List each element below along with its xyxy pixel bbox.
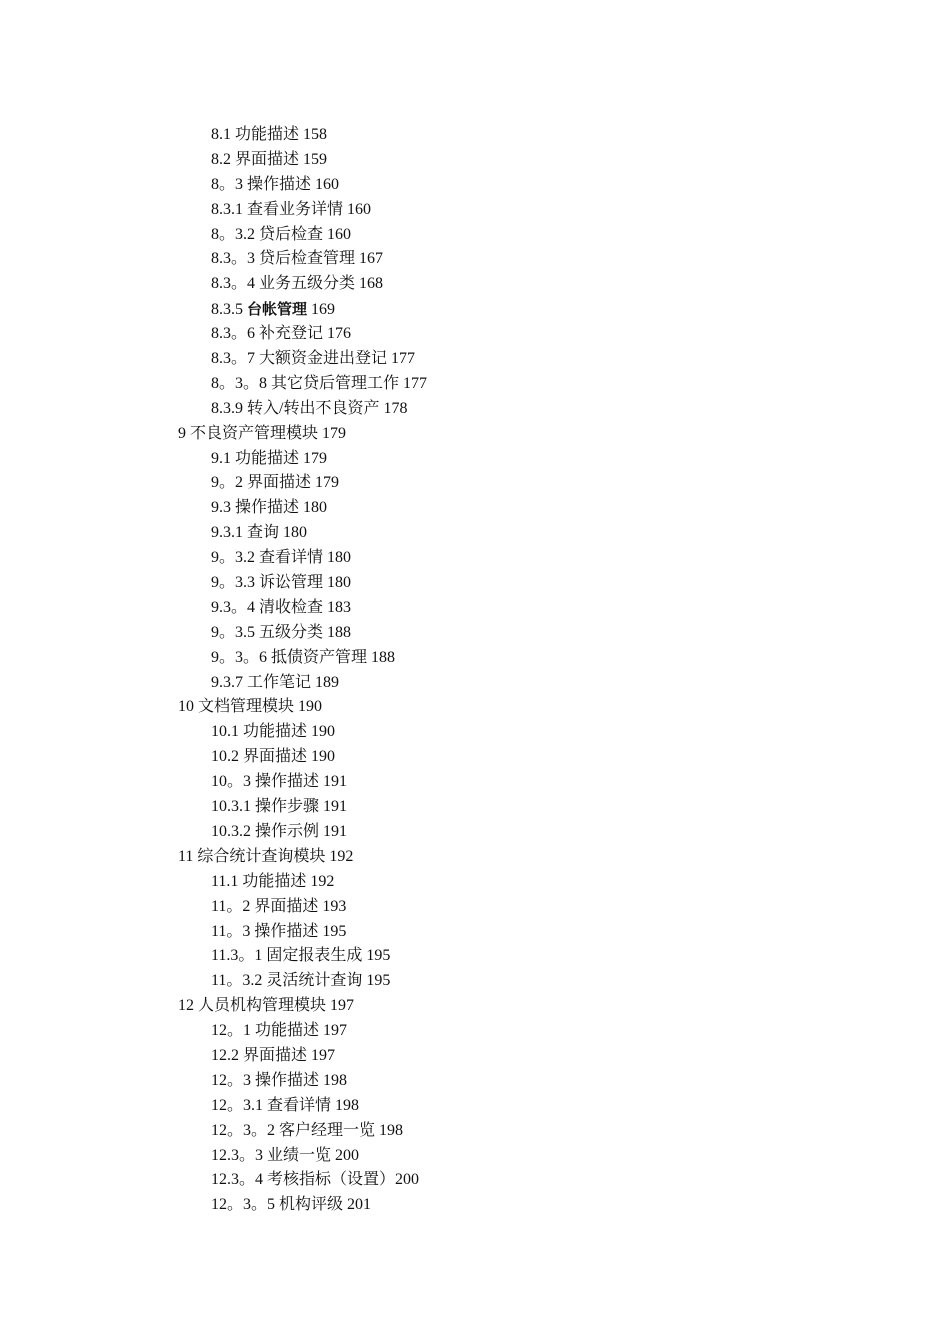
toc-entry-text: 12。3 操作描述 198: [211, 1071, 348, 1089]
toc-chapter-entry: [0, 695, 950, 720]
toc-entry-text: 12.2 界面描述 197: [211, 1046, 336, 1064]
toc-section-entry: [0, 123, 950, 148]
toc-entry-text: 9.3 操作描述 180: [211, 499, 328, 517]
toc-section-entry: [0, 496, 950, 521]
toc-section-entry: [0, 1168, 950, 1193]
toc-entry-text: 10.3.2 操作示例 191: [211, 822, 348, 840]
toc-section-entry: [0, 397, 950, 422]
toc-entry-text: 8。3 操作描述 160: [211, 175, 340, 193]
toc-section-entry: [0, 148, 950, 173]
toc-entry-text: 8.3.1 查看业务详情 160: [211, 200, 372, 218]
toc-entry-page-number: 169: [307, 301, 336, 319]
toc-section-entry: [0, 247, 950, 272]
toc-entry-text: 9。3.5 五级分类 188: [211, 623, 352, 641]
toc-entry-text: 8.3。6 补充登记 176: [211, 325, 352, 343]
toc-entry-text: 10。3 操作描述 191: [211, 773, 348, 791]
toc-section-entry: [0, 795, 950, 820]
toc-entry-text: 9.1 功能描述 179: [211, 449, 328, 467]
toc-entry-text: 10.1 功能描述 190: [211, 723, 336, 741]
table-of-contents: [0, 123, 950, 1218]
toc-entry-text: 12。3。2 客户经理一览 198: [211, 1121, 404, 1139]
toc-chapter-entry: [0, 994, 950, 1019]
toc-chapter-entry: [0, 422, 950, 447]
toc-entry-text: 12。3。5 机构评级 201: [211, 1196, 372, 1214]
toc-section-entry: [0, 820, 950, 845]
toc-entry-text: 8.1 功能描述 158: [211, 126, 328, 143]
toc-section-entry: [0, 1119, 950, 1144]
toc-entry-text: 9。3.2 查看详情 180: [211, 549, 352, 567]
toc-entry-text: 12。3.1 查看详情 198: [211, 1096, 360, 1114]
toc-section-entry: [0, 1094, 950, 1119]
toc-chapter-entry: [0, 845, 950, 870]
toc-entry-text: 9.3。4 清收检查 183: [211, 598, 352, 616]
toc-entry-bold-text: 台帐管理: [247, 300, 308, 319]
toc-entry-text: 8。3.2 贷后检查 160: [211, 225, 352, 243]
toc-section-entry: [0, 471, 950, 496]
toc-entry-text: 8.3。3 贷后检查管理 167: [211, 250, 384, 268]
toc-section-entry: [0, 1069, 950, 1094]
toc-entry-text: 9 不良资产管理模块 179: [178, 424, 347, 442]
toc-entry-text: 12.3。3 业绩一览 200: [211, 1146, 360, 1164]
toc-entry-text: 8.2 界面描述 159: [211, 150, 328, 168]
toc-section-entry: [0, 198, 950, 223]
toc-section-entry: [0, 571, 950, 596]
toc-entry-text: 11.3。1 固定报表生成 195: [211, 947, 391, 965]
toc-entry-text: 10.2 界面描述 190: [211, 748, 336, 766]
toc-entry-text: 12。1 功能描述 197: [211, 1022, 348, 1040]
toc-entry-text: 9。3.3 诉讼管理 180: [211, 574, 352, 592]
toc-entry-text: 9.3.7 工作笔记 189: [211, 673, 340, 691]
toc-section-entry: [0, 297, 950, 322]
toc-section-entry: [0, 521, 950, 546]
toc-section-entry: [0, 646, 950, 671]
toc-section-entry: [0, 745, 950, 770]
toc-entry-text: 9。2 界面描述 179: [211, 474, 340, 492]
toc-section-entry: [0, 322, 950, 347]
toc-section-entry: [0, 944, 950, 969]
toc-section-entry: [0, 1144, 950, 1169]
toc-section-entry: [0, 1044, 950, 1069]
toc-entry-text: 8。3。8 其它贷后管理工作 177: [211, 374, 428, 392]
toc-section-entry: [0, 1019, 950, 1044]
toc-section-entry: [0, 870, 950, 895]
toc-entry-text: 12.3。4 考核指标（设置）200: [211, 1171, 420, 1189]
toc-section-entry: [0, 720, 950, 745]
toc-section-entry: [0, 596, 950, 621]
toc-section-entry: [0, 223, 950, 248]
toc-section-entry: [0, 969, 950, 994]
toc-entry-text: 12 人员机构管理模块 197: [178, 997, 355, 1015]
toc-section-entry: [0, 546, 950, 571]
toc-section-entry: [0, 770, 950, 795]
toc-section-entry: [0, 372, 950, 397]
toc-entry-text: 11.1 功能描述 192: [211, 872, 335, 890]
toc-entry-text: 11。3.2 灵活统计查询 195: [211, 972, 391, 990]
toc-entry-text: 9.3.1 查询 180: [211, 524, 308, 542]
toc-section-entry: [0, 671, 950, 696]
toc-entry-text: 11。3 操作描述 195: [211, 922, 347, 940]
toc-entry-text: 8.3.9 转入/转出不良资产 178: [211, 399, 408, 417]
toc-section-entry: [0, 447, 950, 472]
toc-section-entry: [0, 347, 950, 372]
toc-entry-text: 9。3。6 抵债资产管理 188: [211, 648, 396, 666]
toc-section-entry: [0, 621, 950, 646]
toc-entry-text: 8.3。7 大额资金进出登记 177: [211, 350, 416, 368]
toc-section-entry: [0, 920, 950, 945]
toc-entry-text: 11。2 界面描述 193: [211, 897, 347, 915]
toc-section-entry: [0, 1193, 950, 1218]
toc-section-entry: [0, 173, 950, 198]
toc-entry-text: 10 文档管理模块 190: [178, 698, 323, 716]
toc-entry-text: 8.3。4 业务五级分类 168: [211, 275, 384, 293]
toc-section-entry: [0, 272, 950, 297]
toc-entry-text: 11 综合统计查询模块 192: [178, 847, 354, 865]
toc-section-entry: [0, 895, 950, 920]
toc-entry-text: 8.3.5: [211, 301, 247, 319]
toc-entry-text: 10.3.1 操作步骤 191: [211, 798, 348, 816]
